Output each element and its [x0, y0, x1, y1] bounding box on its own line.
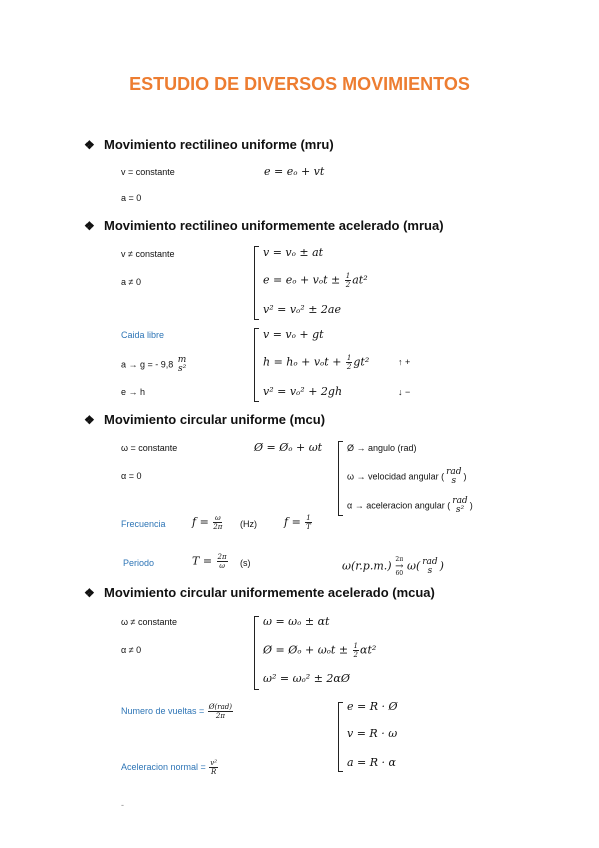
- mcu-alpha-label: α = 0: [121, 471, 142, 481]
- rel-arc: e = R · Ø: [347, 700, 398, 713]
- rpm-conversion: ω(r.p.m.) 2π → 60 ω( rad s ): [342, 556, 444, 577]
- mru-equation: e = eₒ + vt: [264, 165, 325, 178]
- freefall-eq-velocity: v = vₒ + gt: [263, 328, 324, 341]
- height-label: e → h: [121, 387, 146, 397]
- mcua-eq-angle: Ø = Øₒ + ωₒt ± $\frac{1}{2}$ αt²: [263, 642, 377, 659]
- period-equation: T = $\frac{2\pi}{\omega}$: [192, 553, 227, 570]
- bullet-icon: ❖: [84, 413, 95, 427]
- page-title: ESTUDIO DE DIVERSOS MOVIMIENTOS: [129, 74, 470, 94]
- footer-mark: -: [121, 800, 124, 810]
- caida-libre-label: Caida libre: [121, 330, 165, 340]
- heading-mru: [84, 137, 334, 152]
- freq-equation: f = $\frac{\omega}{2\pi}$: [192, 514, 223, 531]
- seconds-unit: (s): [240, 558, 251, 568]
- bracket: [338, 441, 343, 516]
- frecuencia-label: Frecuencia: [121, 519, 166, 529]
- mrua-eq-velocity-sq: v² = vₒ² ± 2ae: [263, 303, 341, 316]
- bracket: [254, 616, 259, 690]
- rel-acceleration: a = R · α: [347, 756, 396, 769]
- freefall-eq-height: h = hₒ + vₒt + $\frac{1}{2}$ gt²: [263, 354, 370, 371]
- normal-accel-label: Aceleracion normal = $\frac{\text{v²}}{R}$: [121, 759, 218, 776]
- heading-mcua-text: Movimiento circular uniformemente acelerado (mcua): [104, 585, 435, 600]
- bracket: [254, 246, 259, 320]
- mcu-equation: Ø = Øₒ + ωt: [254, 441, 323, 454]
- mrua-eq-position: e = eₒ + vₒt ± $\frac{1}{2}$ at²: [263, 272, 368, 289]
- heading-mcua: [84, 585, 435, 600]
- mcua-eq-angular-velocity-sq: ω² = ωₒ² ± 2αØ: [263, 672, 350, 685]
- mru-a-label: a = 0: [121, 193, 142, 203]
- bullet-icon: ❖: [84, 219, 95, 233]
- freefall-eq-velocity-sq: v² = vₒ² + 2gh: [263, 385, 343, 398]
- def-angular-acceleration: α → aceleracion angular ( rad s² ): [347, 496, 473, 515]
- mcua-w-label: ω ≠ constante: [121, 617, 177, 627]
- heading-mru-text: Movimiento rectilineo uniforme (mru): [104, 137, 334, 152]
- mrua-a-label: a ≠ 0: [121, 277, 141, 287]
- mru-v-label: v = constante: [121, 167, 175, 177]
- mrua-v-label: v ≠ constante: [121, 249, 175, 259]
- def-angular-velocity: ω → velocidad angular ( rad s ): [347, 467, 467, 486]
- bracket: [338, 702, 343, 772]
- hz-unit: (Hz): [240, 519, 257, 529]
- gravity-label: a → g = - 9,8 m s²: [121, 355, 187, 374]
- down-negative: ↓ −: [398, 387, 411, 397]
- mcua-alpha-label: α ≠ 0: [121, 645, 142, 655]
- bullet-icon: ❖: [84, 138, 95, 152]
- vueltas-label: Numero de vueltas = Ø(rad) 2π: [121, 703, 232, 720]
- heading-mcu-text: Movimiento circular uniforme (mcu): [104, 412, 326, 427]
- bracket: [254, 328, 259, 402]
- bullet-icon: ❖: [84, 586, 95, 600]
- mcua-eq-angular-velocity: ω = ωₒ ± αt: [263, 615, 330, 628]
- mrua-eq-velocity: v = vₒ ± at: [263, 246, 324, 259]
- fraction: $\frac{1}{2}$: [345, 272, 351, 289]
- unit-m-s2: m s²: [177, 355, 187, 374]
- heading-mrua: [84, 218, 444, 233]
- periodo-label: Periodo: [123, 558, 155, 568]
- heading-mrua-text: Movimiento rectilineo uniformemente acelerado (mrua): [104, 218, 444, 233]
- mcu-w-label: ω = constante: [121, 443, 178, 453]
- freq-equation-inverse: f = $\frac{1}{T}$: [284, 514, 311, 531]
- heading-mcu: [84, 412, 325, 427]
- up-positive: ↑ +: [398, 357, 411, 367]
- def-angle: Ø → angulo (rad): [347, 443, 417, 453]
- rel-velocity: v = R · ω: [347, 727, 398, 740]
